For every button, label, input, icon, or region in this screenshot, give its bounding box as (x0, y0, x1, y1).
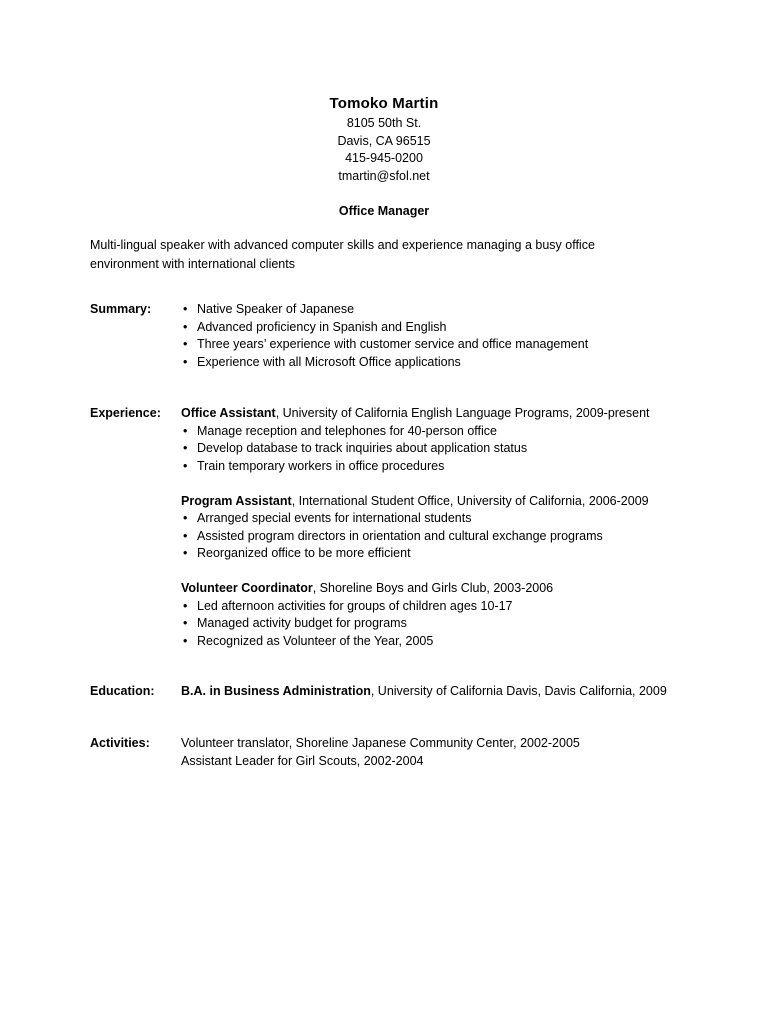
education-details: , University of California Davis, Davis California, 2009 (370, 684, 667, 698)
job-duty: • Reorganized office to be more efficient (181, 545, 711, 563)
job-title: Volunteer Coordinator (181, 581, 313, 595)
education-body (181, 683, 711, 701)
resume-header (0, 93, 768, 185)
job-duty: • Recognized as Volunteer of the Year, 2005 (181, 633, 711, 651)
objective-title: Office Manager (338, 204, 430, 218)
address-line-1: 8105 50th St. (346, 116, 422, 130)
job-duty: • Train temporary workers in office procedures (181, 458, 711, 476)
address-line-2: Davis, CA 96515 (337, 133, 431, 148)
job-duty: • Develop database to track inquiries about application status (181, 440, 711, 458)
summary-body (181, 301, 711, 371)
job-details: , University of California English Language Programs, 2009-present (275, 406, 650, 420)
job-entry (181, 493, 711, 563)
job-duty: • Assisted program directors in orientation and cultural exchange programs (181, 528, 711, 546)
job-details: , Shoreline Boys and Girls Club, 2003-2006 (312, 581, 554, 595)
summary-item: • Advanced proficiency in Spanish and English (181, 319, 711, 337)
job-duties-list (181, 423, 711, 476)
summary-label: Summary: (90, 302, 152, 316)
activity-item: Volunteer translator, Shoreline Japanese Community Center, 2002-2005 (181, 736, 580, 750)
job-details: , International Student Office, University of California, 2006-2009 (291, 493, 649, 508)
summary-item: • Experience with all Microsoft Office applications (181, 354, 711, 372)
education-line (181, 683, 711, 701)
job-title-line (181, 580, 711, 598)
education-label: Education: (90, 684, 155, 698)
activity-item: Assistant Leader for Girl Scouts, 2002-2004 (181, 753, 424, 768)
experience-label: Experience: (90, 406, 161, 420)
summary-item: • Native Speaker of Japanese (181, 301, 711, 319)
job-duty: • Arranged special events for international students (181, 510, 711, 528)
job-title: Office Assistant (181, 406, 276, 420)
job-duty: • Managed activity budget for programs (181, 615, 711, 633)
activities-label: Activities: (90, 736, 150, 750)
job-title: Program Assistant (181, 493, 292, 508)
candidate-name: Tomoko Martin (329, 95, 439, 112)
summary-list (181, 301, 711, 371)
job-duties-list (181, 510, 711, 563)
job-entry (181, 405, 711, 475)
experience-body (181, 405, 711, 668)
job-title-line (181, 493, 711, 511)
activities-body (181, 735, 711, 770)
phone-number: 415-945-0200 (345, 151, 423, 165)
summary-item: • Three years’ experience with customer service and office management (181, 336, 711, 354)
objective-text: Multi-lingual speaker with advanced computer skills and experience managing a busy office environment with international clients (90, 238, 595, 271)
job-title-line (181, 405, 711, 423)
job-duty: • Led afternoon activities for groups of children ages 10-17 (181, 598, 711, 616)
job-entry (181, 580, 711, 650)
degree: B.A. in Business Administration (181, 684, 371, 698)
job-duties-list (181, 598, 711, 651)
job-duty: • Manage reception and telephones for 40-person office (181, 423, 711, 441)
email-address: tmartin@sfol.net (338, 168, 430, 183)
